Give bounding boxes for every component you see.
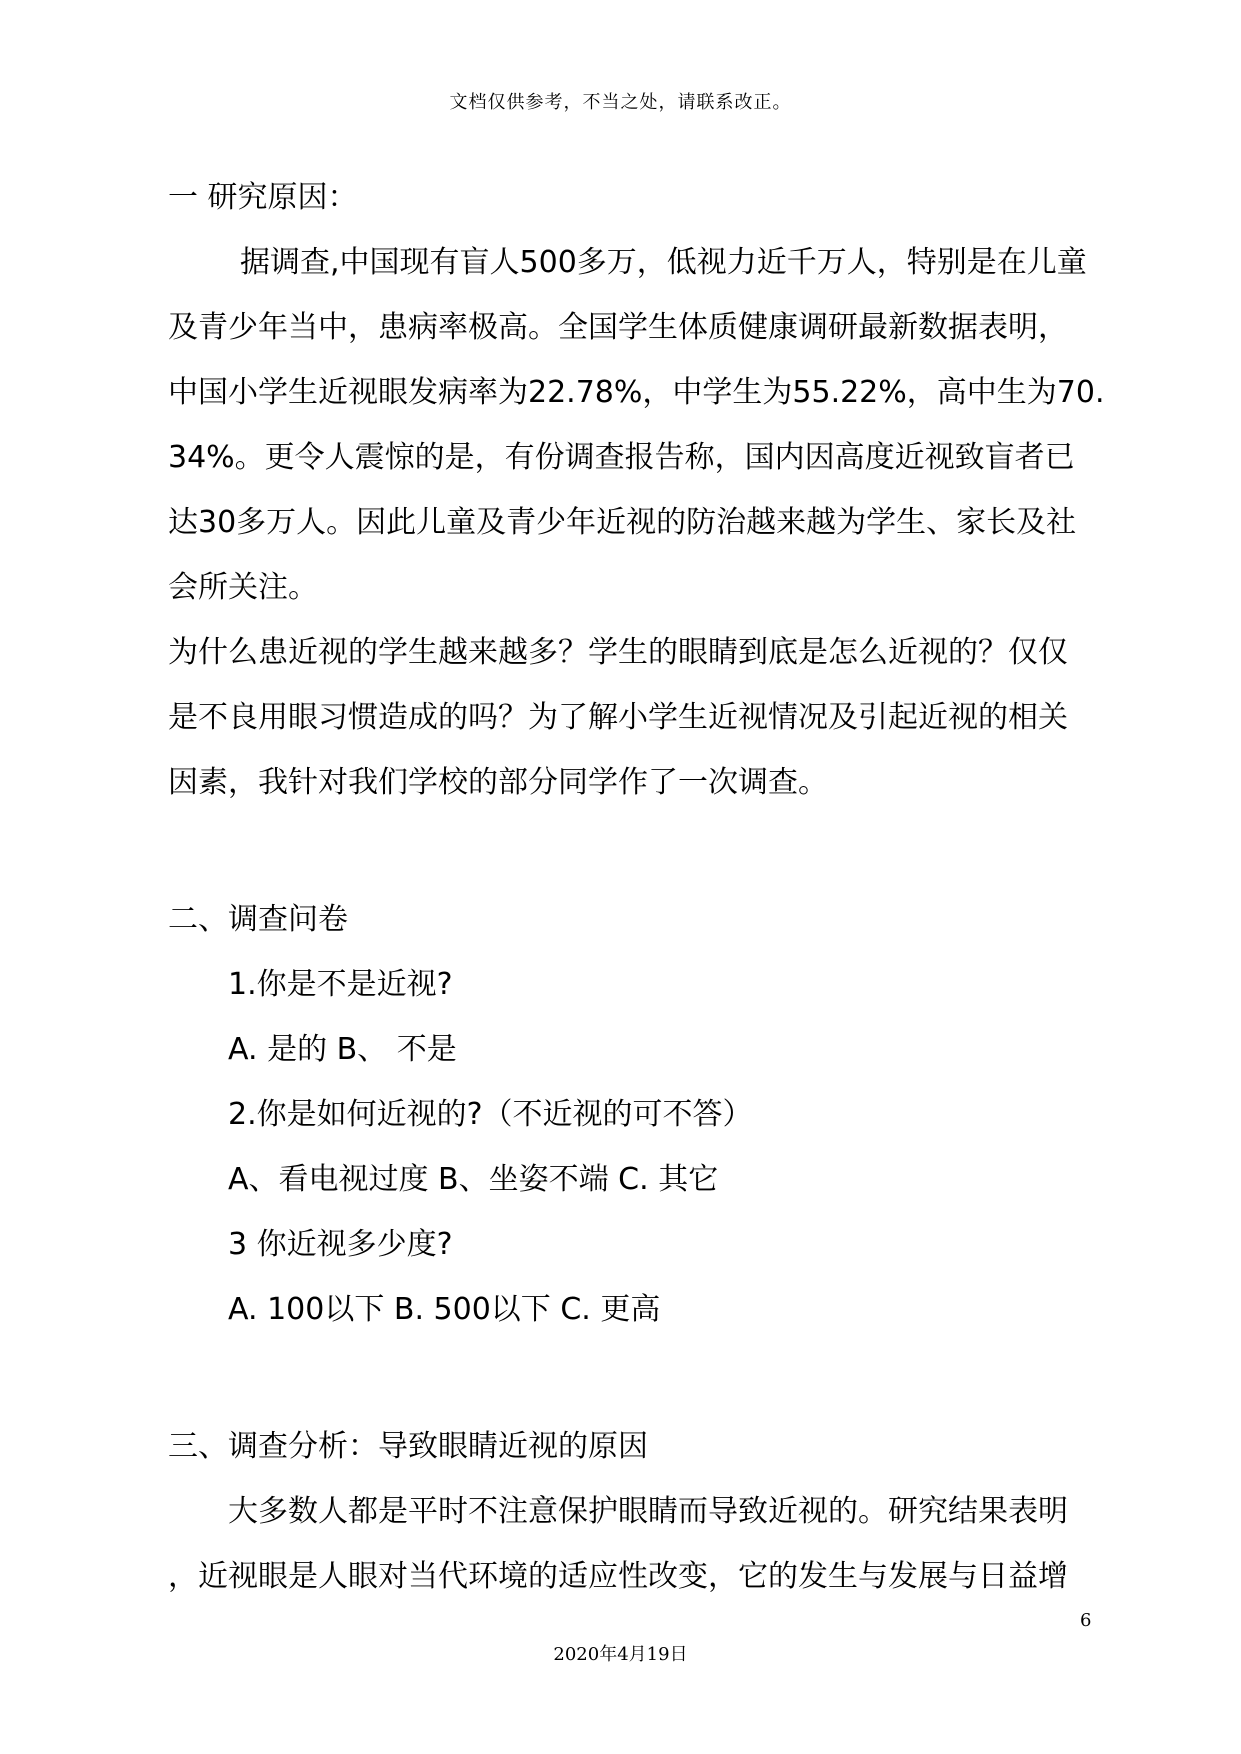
question-line: 3 你近视多少度? [228, 1227, 453, 1262]
page-number: 6 [1080, 1610, 1092, 1631]
paragraph-line: 据调查,中国现有盲人500多万，低视力近千万人，特别是在儿童 [240, 245, 1087, 280]
section-heading-research-reason: 一 研究原因： [168, 180, 358, 215]
paragraph-line: 34%。更令人震惊的是，有份调查报告称，国内因高度近视致盲者已 [168, 440, 1075, 475]
section-heading-analysis: 三、调查分析：导致眼睛近视的原因 [168, 1429, 648, 1464]
header-note: 文档仅供参考，不当之处，请联系改正。 [449, 92, 792, 113]
question-line: 2.你是如何近视的?（不近视的可不答） [228, 1097, 753, 1132]
section-spacer [168, 815, 1098, 887]
paragraph-line: 为什么患近视的学生越来越多？学生的眼睛到底是怎么近视的？仅仅 [168, 635, 1068, 670]
paragraph-line: 大多数人都是平时不注意保护眼睛而导致近视的。研究结果表明 [228, 1494, 1068, 1529]
section-heading-questionnaire: 二、调查问卷 [168, 902, 348, 937]
question-line: 1.你是不是近视? [228, 967, 453, 1002]
answer-options-line: A. 是的 B、 不是 [228, 1032, 457, 1067]
document-body [168, 165, 1105, 1609]
paragraph-line: 中国小学生近视眼发病率为22.78%，中学生为55.22%，高中生为70. [168, 375, 1105, 410]
paragraph-line: 及青少年当中，患病率极高。全国学生体质健康调研最新数据表明， [168, 310, 1068, 345]
footer-date: 2020年4月19日 [553, 1644, 688, 1665]
paragraph-line: ，近视眼是人眼对当代环境的适应性改变，它的发生与发展与日益增 [168, 1559, 1068, 1594]
paragraph-line: 达30多万人。因此儿童及青少年近视的防治越来越为学生、家长及社 [168, 505, 1077, 540]
answer-options-line: A、看电视过度 B、坐姿不端 C. 其它 [228, 1162, 719, 1197]
section-spacer [168, 1342, 1098, 1414]
paragraph-line: 会所关注。 [168, 570, 318, 605]
paragraph-line: 是不良用眼习惯造成的吗？为了解小学生近视情况及引起近视的相关 [168, 700, 1068, 735]
paragraph-line: 因素，我针对我们学校的部分同学作了一次调查。 [168, 765, 828, 800]
answer-options-line: A. 100以下 B. 500以下 C. 更高 [228, 1292, 661, 1327]
